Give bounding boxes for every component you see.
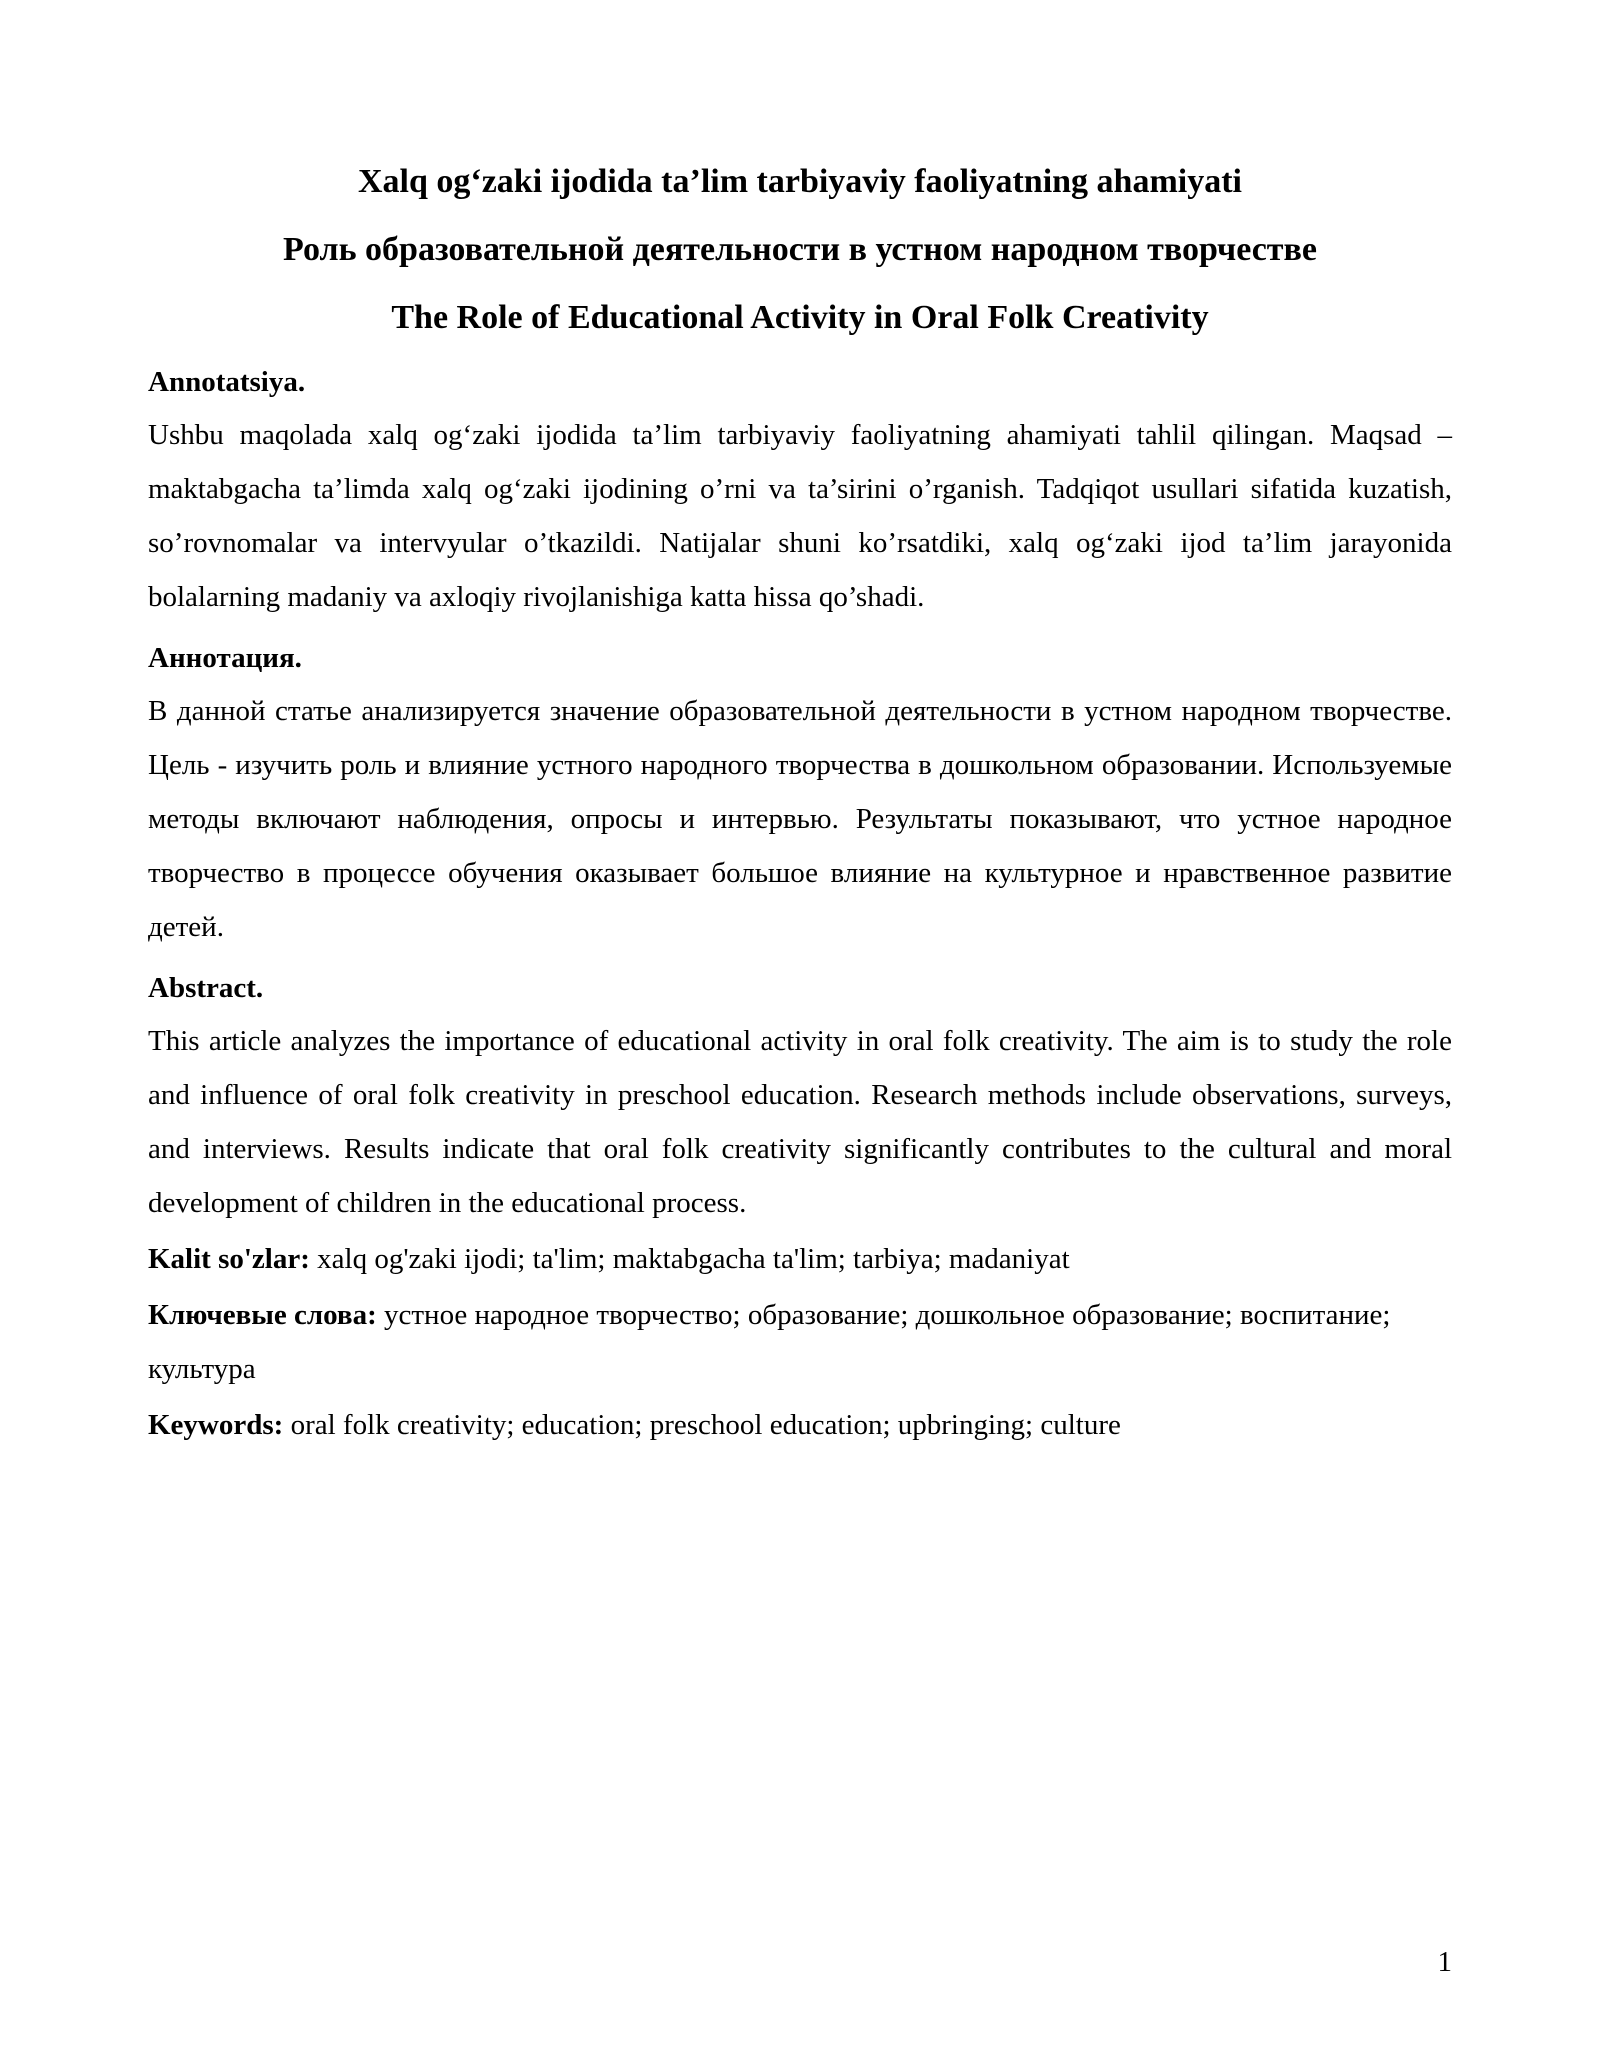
title-english: The Role of Educational Activity in Oral Folk Creativity (391, 299, 1209, 336)
keywords-uzbek-text: xalq og'zaki ijodi; ta'lim; maktabgacha ta'lim; tarbiya; madaniyat (309, 1243, 1070, 1275)
abstract-uzbek-text: Ushbu maqolada xalq og‘zaki ijodida ta’lim tarbiyaviy faoliyatning ahamiyati tahlil qilingan. Maqsad – maktabgacha ta’limda xalq og‘zaki ijodining o’rni va ta’sirini o’rganish. Tadqiqot usullari sifatida kuzatish, so’rovnomalar va intervyular o’tkazildi. Natijalar shuni ko’rsatdiki, xalq og‘zaki ijod ta’lim jarayonida bolalarning madaniy va axloqiy rivojlanishiga katta hissa qo’shadi. (148, 419, 1452, 613)
abstract-uzbek-section (148, 362, 1452, 624)
abstract-russian-section (148, 638, 1452, 954)
abstract-english-text: This article analyzes the importance of educational activity in oral folk creativity. The aim is to study the role and influence of oral folk creativity in preschool education. Research methods include observations, surveys, and interviews. Results indicate that oral folk creativity significantly contributes to the cultural and moral development of children in the educational process. (148, 1025, 1452, 1219)
page-content (148, 148, 1452, 1452)
keywords-russian-text: устное народное творчество; образование; дошкольное образование; воспитание; культура (148, 1299, 1391, 1385)
abstract-russian-heading: Аннотация. (148, 642, 302, 674)
abstract-russian-text: В данной статье анализируется значение образовательной деятельности в устном народном творчестве. Цель - изучить роль и влияние устного народного творчества в дошкольном образовании. Используемые методы включают наблюдения, опросы и интервью. Результаты показывают, что устное народное творчество в процессе обучения оказывает большое влияние на культурное и нравственное развитие детей. (148, 695, 1452, 943)
keywords-russian-label: Ключевые слова: (148, 1299, 377, 1331)
keywords-english-label: Keywords: (148, 1409, 284, 1441)
keywords-russian (148, 1288, 1452, 1396)
abstract-english-heading: Abstract. (148, 972, 264, 1004)
keywords-uzbek-label: Kalit so'zlar: (148, 1243, 310, 1275)
title-russian: Роль образовательной деятельности в устном народном творчестве (283, 231, 1317, 268)
keywords-english-text: oral folk creativity; education; preschool education; upbringing; culture (283, 1409, 1121, 1441)
keywords-uzbek (148, 1232, 1452, 1286)
title-uzbek: Xalq og‘zaki ijodida ta’lim tarbiyaviy faoliyatning ahamiyati (357, 163, 1243, 200)
keywords-english (148, 1398, 1452, 1452)
abstract-uzbek-heading: Annotatsiya. (148, 366, 306, 398)
abstract-english-section (148, 968, 1452, 1230)
page-number: 1 (1437, 1946, 1452, 1978)
